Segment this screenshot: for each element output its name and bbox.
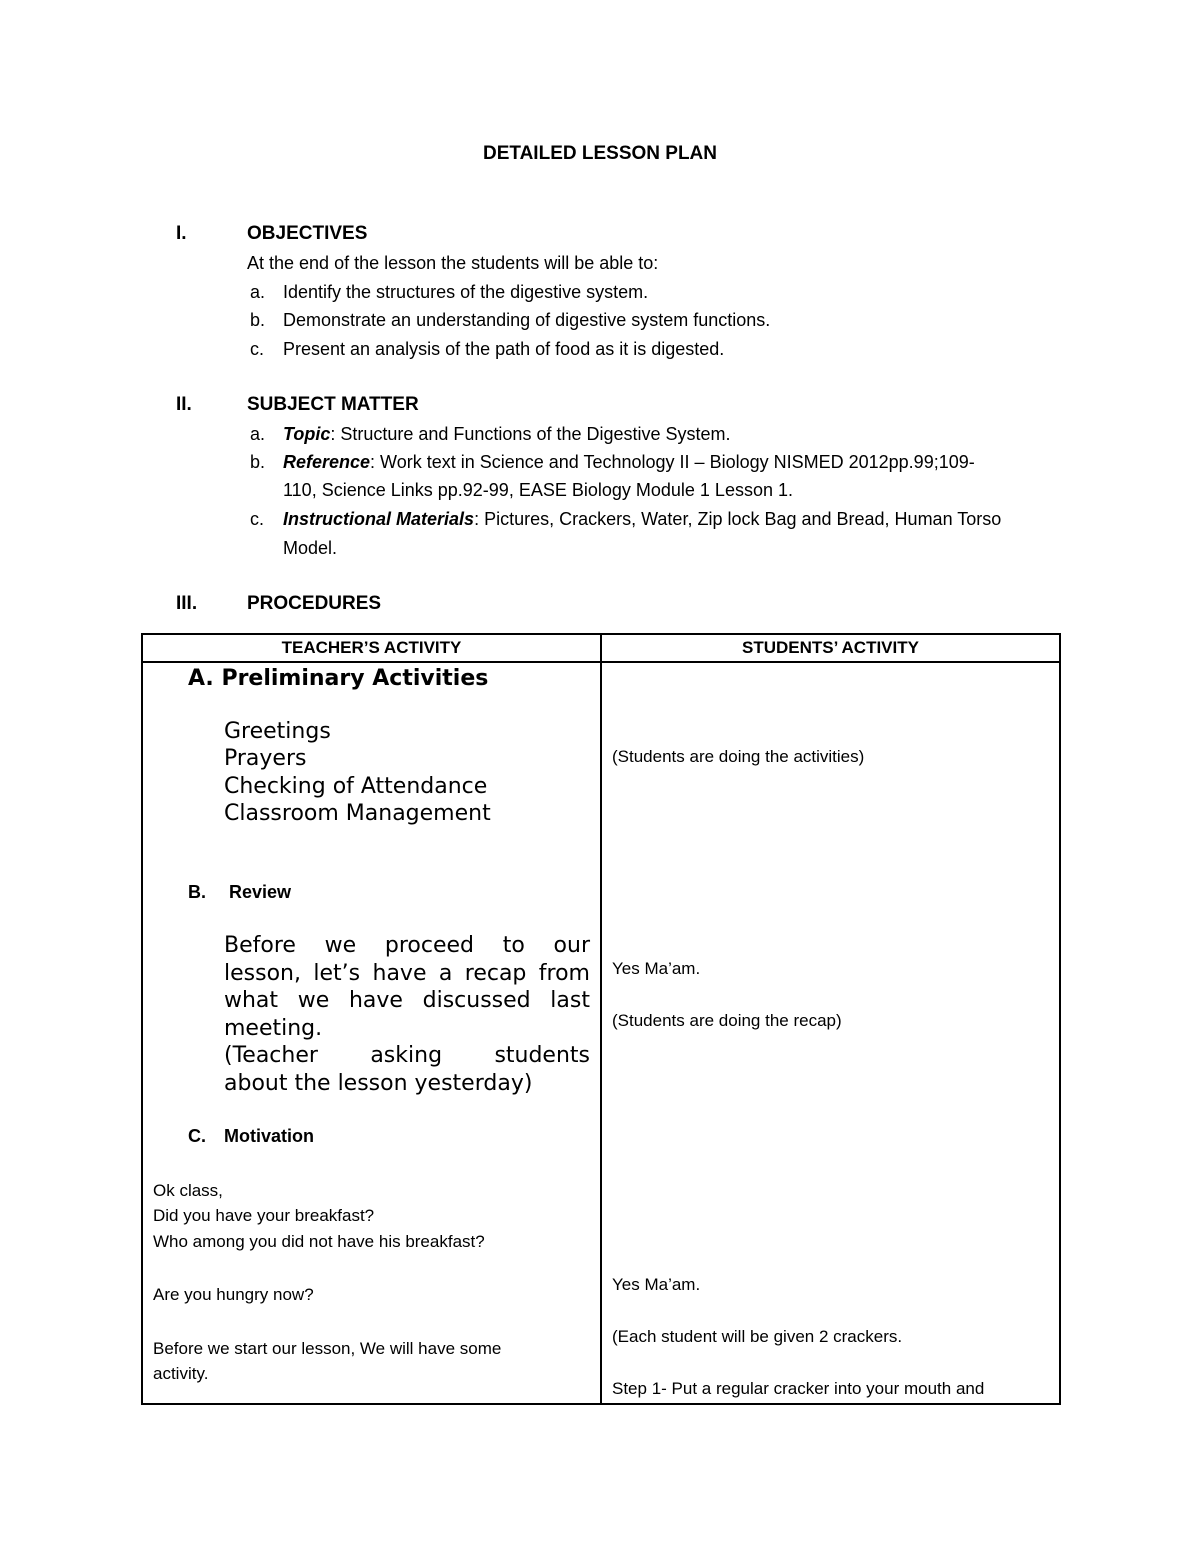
objective-b-letter: b. [250, 310, 266, 330]
procedures-table [141, 633, 1061, 1405]
review-line-4: meeting. [224, 1016, 323, 1041]
students-yes-1: Yes Ma’am. [612, 959, 701, 978]
materials-line [283, 509, 1001, 530]
review-line-2: lesson, let’s have a recap from [224, 961, 590, 986]
reference-text: : Work text in Science and Technology II – Biology NISMED 2012pp.99;109- [370, 452, 975, 472]
reference-letter: b. [250, 452, 266, 472]
subject-matter-numeral: II. [176, 394, 192, 415]
topic-line [283, 424, 731, 445]
review-letter: B. [188, 882, 206, 902]
students-yes-2: Yes Ma’am. [612, 1275, 701, 1294]
procedures-heading: PROCEDURES [247, 593, 382, 614]
students-activity-header: STUDENTS’ ACTIVITY [601, 634, 1060, 662]
materials-label: Instructional Materials [283, 509, 475, 529]
preliminary-activities-heading: A. Preliminary Activities [188, 666, 489, 691]
materials-text-continued: Model. [283, 538, 338, 558]
motivation-letter: C. [188, 1126, 206, 1146]
greetings-item: Greetings [224, 719, 331, 744]
classroom-management-item: Classroom Management [224, 801, 491, 826]
objectives-numeral: I. [176, 223, 187, 244]
motivation-line-1: Ok class, [153, 1181, 223, 1200]
motivation-line-2: Did you have your breakfast? [153, 1206, 375, 1225]
materials-text: : Pictures, Crackers, Water, Zip lock Bag and Bread, Human Torso [474, 509, 1002, 529]
teacher-activity-header: TEACHER’S ACTIVITY [142, 634, 601, 662]
students-doing-activities: (Students are doing the activities) [612, 747, 865, 766]
topic-letter: a. [250, 424, 266, 444]
procedures-numeral: III. [176, 593, 198, 614]
crackers-instruction: (Each student will be given 2 crackers. [612, 1327, 903, 1346]
review-line-6: about the lesson yesterday) [224, 1071, 533, 1096]
objective-b: Demonstrate an understanding of digestive system functions. [283, 310, 771, 330]
review-line-1: Before we proceed to our [224, 933, 590, 958]
motivation-line-3: Who among you did not have his breakfast? [153, 1232, 485, 1251]
topic-label: Topic [283, 424, 331, 444]
activity-line-2: activity. [153, 1364, 209, 1383]
step-1-instruction: Step 1- Put a regular cracker into your mouth and [612, 1379, 985, 1398]
topic-text: : Structure and Functions of the Digestive System. [330, 424, 731, 444]
materials-letter: c. [250, 509, 265, 529]
objective-c-letter: c. [250, 339, 265, 359]
activity-line-1: Before we start our lesson, We will have some [153, 1339, 502, 1358]
objective-a-letter: a. [250, 282, 266, 302]
document-title: DETAILED LESSON PLAN [483, 143, 717, 164]
students-doing-recap: (Students are doing the recap) [612, 1011, 842, 1030]
review-line-5: (Teacher asking students [224, 1043, 590, 1068]
motivation-heading: Motivation [224, 1126, 314, 1146]
subject-matter-heading: SUBJECT MATTER [247, 394, 419, 415]
reference-line [283, 452, 975, 473]
reference-text-continued: 110, Science Links pp.92-99, EASE Biology Module 1 Lesson 1. [283, 480, 793, 500]
students-activity-cell [601, 662, 1060, 1404]
objectives-intro: At the end of the lesson the students will be able to: [247, 253, 659, 273]
objective-c: Present an analysis of the path of food as it is digested. [283, 339, 725, 359]
review-heading: Review [229, 882, 292, 902]
attendance-item: Checking of Attendance [224, 774, 488, 799]
teacher-activity-cell [142, 662, 601, 1404]
hungry-question: Are you hungry now? [153, 1285, 314, 1304]
objective-a: Identify the structures of the digestive system. [283, 282, 649, 302]
reference-label: Reference [283, 452, 371, 472]
review-line-3: what we have discussed last [224, 988, 590, 1013]
prayers-item: Prayers [224, 746, 307, 771]
objectives-heading: OBJECTIVES [247, 223, 368, 244]
